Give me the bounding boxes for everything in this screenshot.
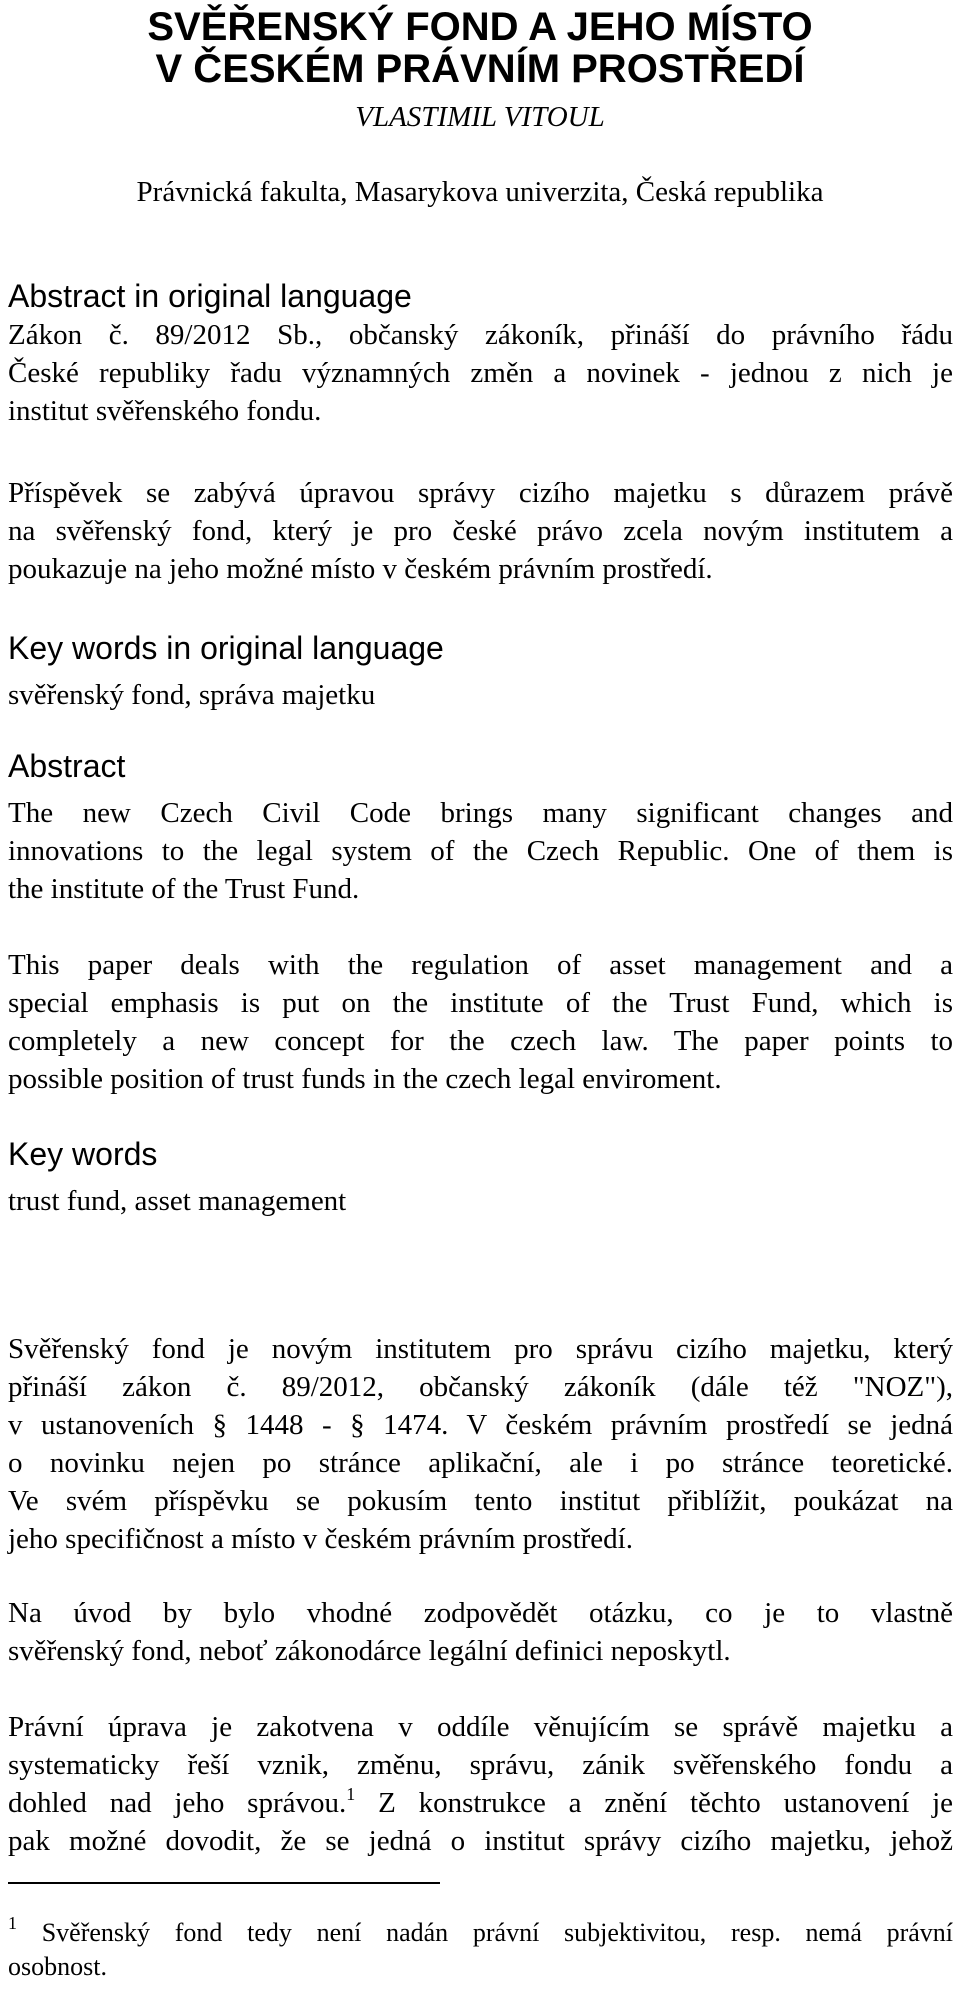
text-line: special emphasis is put on the institute of the Trust Fund, which is (8, 987, 953, 1019)
body-paragraph-2 (8, 1594, 953, 1670)
text-line: institut svěřenského fondu. (8, 395, 322, 427)
text-line: svěřenský fond, správa majetku (8, 679, 376, 711)
abstract-heading: Abstract (8, 748, 126, 784)
text-segment: dohled nad jeho správou. (8, 1787, 347, 1819)
footnote-line: osobnost. (8, 1952, 107, 1981)
text-line: na svěřenský fond, který je pro české právo zcela novým institutem a (8, 515, 953, 547)
text-line: The new Czech Civil Code brings many significant changes and (8, 797, 953, 829)
title-line-1: SVĚŘENSKÝ FOND A JEHO MÍSTO (147, 5, 813, 49)
keywords (8, 1182, 953, 1220)
text-line: jeho specifičnost a místo v českém právním prostředí. (8, 1523, 633, 1555)
title-line-2: V ČESKÉM PRÁVNÍM PROSTŘEDÍ (155, 47, 805, 91)
body-paragraph-3 (8, 1708, 953, 1860)
footnote-reference[interactable]: 1 (346, 1784, 356, 1804)
keywords-original (8, 676, 953, 714)
author-name: VLASTIMIL VITOUL (355, 101, 605, 133)
abstract-original-paragraph-1 (8, 316, 953, 430)
text-line: o novinku nejen po stránce aplikační, ale i po stránce teoretické. (8, 1447, 953, 1479)
text-line: Na úvod by bylo vhodné zodpovědět otázku, co je to vlastně (8, 1597, 953, 1629)
abstract-original-heading: Abstract in original language (8, 278, 412, 314)
footnote-line (8, 1913, 953, 1950)
text-line: Zákon č. 89/2012 Sb., občanský zákoník, přináší do právního řádu (8, 319, 953, 351)
text-line: the institute of the Trust Fund. (8, 873, 360, 905)
abstract-paragraph-2 (8, 946, 953, 1098)
text-line: pak možné dovodit, že se jedná o institut správy cizího majetku, jehož (8, 1825, 953, 1857)
text-line: Ve svém příspěvku se pokusím tento institut přiblížit, poukázat na (8, 1485, 953, 1517)
footnote-divider (8, 1882, 440, 1884)
text-line: possible position of trust funds in the czech legal enviroment. (8, 1063, 722, 1095)
text-segment: Z konstrukce a znění těchto ustanovení je (355, 1787, 954, 1819)
text-line: trust fund, asset management (8, 1185, 347, 1217)
footnote-text: Svěřenský fond tedy není nadán právní subjektivitou, resp. nemá právní (17, 1918, 953, 1947)
text-line: svěřenský fond, neboť zákonodárce legální definici neposkytl. (8, 1635, 731, 1667)
text-line: innovations to the legal system of the Czech Republic. One of them is (8, 835, 953, 867)
abstract-original-paragraph-2 (8, 474, 953, 588)
text-line (8, 1784, 953, 1822)
body-paragraph-1 (8, 1330, 953, 1558)
text-line: Právní úprava je zakotvena v oddíle věnujícím se správě majetku a (8, 1711, 953, 1743)
keywords-heading: Key words (8, 1136, 158, 1172)
paper-title (0, 6, 960, 90)
text-line: completely a new concept for the czech law. The paper points to (8, 1025, 953, 1057)
text-line: v ustanoveních § 1448 - § 1474. V českém právním prostředí se jedná (8, 1409, 953, 1441)
abstract-paragraph-1 (8, 794, 953, 908)
text-line: přináší zákon č. 89/2012, občanský zákoník (dále též "NOZ"), (8, 1371, 953, 1403)
footnote-mark: 1 (8, 1913, 17, 1933)
text-line: This paper deals with the regulation of asset management and a (8, 949, 953, 981)
affiliation: Právnická fakulta, Masarykova univerzita, Česká republika (136, 176, 824, 208)
text-line: Svěřenský fond je novým institutem pro správu cizího majetku, který (8, 1333, 953, 1365)
text-line: České republiky řadu významných změn a novinek - jednou z nich je (8, 357, 953, 389)
footnote-1 (8, 1913, 953, 1984)
keywords-original-heading: Key words in original language (8, 630, 444, 666)
text-line: systematicky řeší vznik, změnu, správu, zánik svěřenského fondu a (8, 1749, 953, 1781)
text-line: Příspěvek se zabývá úpravou správy cizího majetku s důrazem právě (8, 477, 953, 509)
text-line: poukazuje na jeho možné místo v českém právním prostředí. (8, 553, 713, 585)
